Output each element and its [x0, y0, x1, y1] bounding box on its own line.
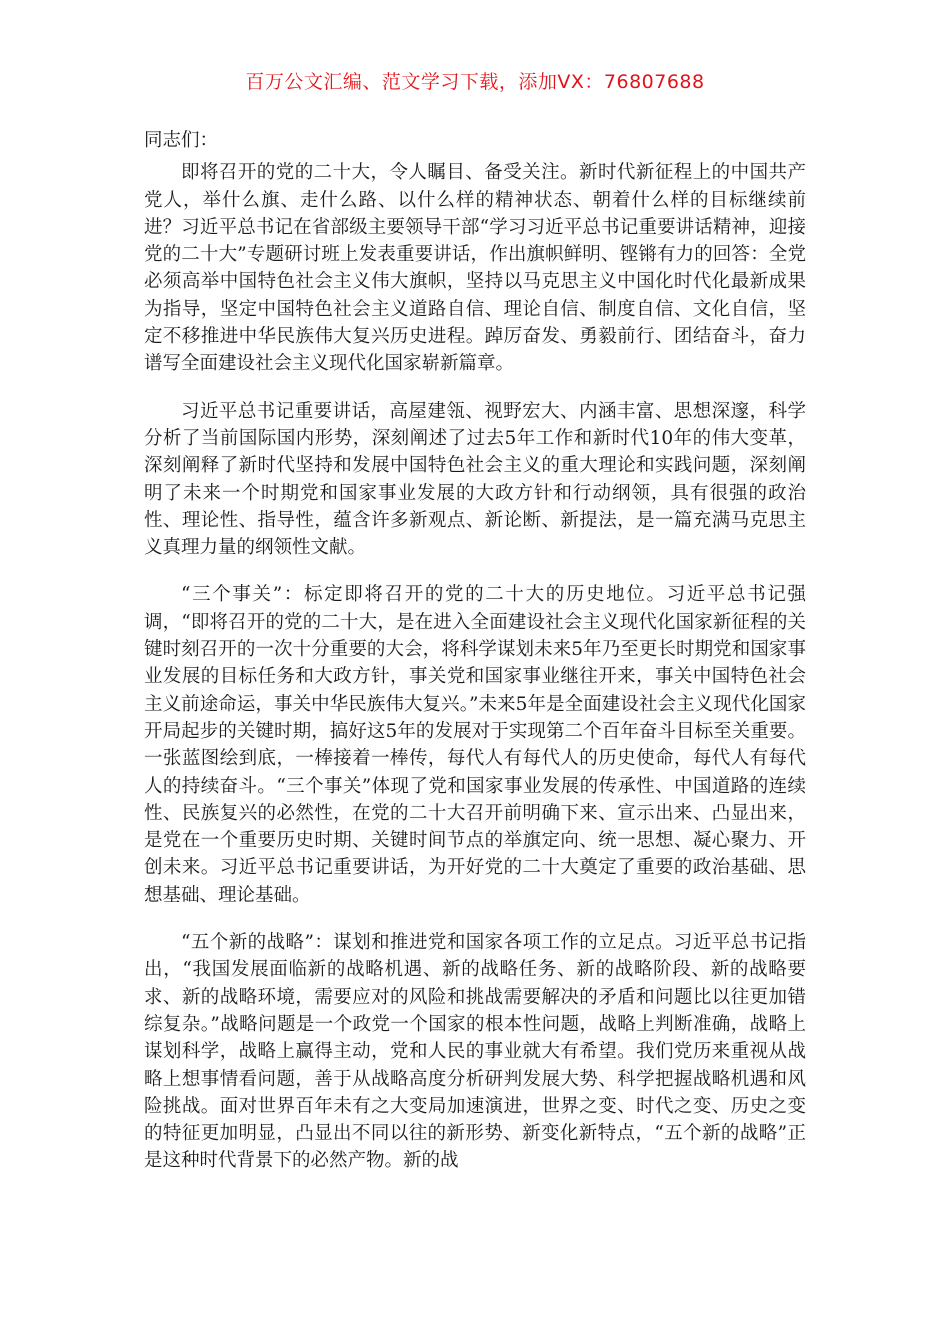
paragraph-five-strategies: “五个新的战略”：谋划和推进党和国家各项工作的立足点。习近平总书记指出，“我国发展面临新的战略机遇、新的战略任务、新的战略阶段、新的战略要求、新的战略环境，需要应对的风险和挑战需要解决的矛盾和问题比以往更加错综复杂。”战略问题是一个政党一个国家的根本性问题，战略上判断准确，战略上谋划科学，战略上赢得主动，党和人民的事业就大有希望。我们党历来重视从战略上想事情看问题，善于从战略高度分析研判发展大势、科学把握战略机遇和风险挑战。面对世界百年未有之大变局加速演进，世界之变、时代之变、历史之变的特征更加明显，凸显出不同以往的新形势、新变化新特点，“五个新的战略”正是这种时代背景下的必然产物。新的战: [144, 932, 806, 1172]
greeting: 同志们：: [144, 130, 219, 151]
paragraph-speech-summary: 习近平总书记重要讲话，高屋建瓴、视野宏大、内涵丰富、思想深邃，科学分析了当前国际国内形势，深刻阐述了过去5年工作和新时代10年的伟大变革，深刻阐释了新时代坚持和发展中国特色社会主义的重大理论和实践问题，深刻阐明了未来一个时期党和国家事业发展的大政方针和行动纲领，具有很强的政治性、理论性、指导性，蕴含许多新观点、新论断、新提法，是一篇充满马克思主义真理力量的纲领性文献。: [144, 400, 806, 559]
paragraph-intro: 即将召开的党的二十大，令人瞩目、备受关注。新时代新征程上的中国共产党人，举什么旗、走什么路、以什么样的精神状态、朝着什么样的目标继续前进？习近平总书记在省部级主要领导干部“学习习近平总书记重要讲话精神，迎接党的二十大”专题研讨班上发表重要讲话，作出旗帜鲜明、铿锵有力的回答：全党必须高举中国特色社会主义伟大旗帜，坚持以马克思主义中国化时代化最新成果为指导，坚定中国特色社会主义道路自信、理论自信、制度自信、文化自信，坚定不移推进中华民族伟大复兴历史进程。踔厉奋发、勇毅前行、团结奋斗，奋力谱写全面建设社会主义现代化国家崭新篇章。: [144, 162, 806, 375]
watermark-banner: 百万公文汇编、范文学习下载，添加VX：76807688: [245, 71, 705, 93]
document-body: [144, 127, 806, 1175]
paragraph-three-matters: “三个事关”：标定即将召开的党的二十大的历史地位。习近平总书记强调，“即将召开的党的二十大，是在进入全面建设社会主义现代化国家新征程的关键时刻召开的一次十分重要的大会，将科学谋划未来5年乃至更长时期党和国家事业发展的目标任务和大政方针，事关党和国家事业继往开来，事关中国特色社会主义前途命运，事关中华民族伟大复兴。”未来5年是全面建设社会主义现代化国家开局起步的关键时期，搞好这5年的发展对于实现第二个百年奋斗目标至关重要。一张蓝图绘到底，一棒接着一棒传，每代人有每代人的历史使命，每代人有每代人的持续奋斗。“三个事关”体现了党和国家事业发展的传承性、中国道路的连续性、民族复兴的必然性，在党的二十大召开前明确下来、宣示出来、凸显出来，是党在一个重要历史时期、关键时间节点的举旗定向、统一思想、凝心聚力、开创未来。习近平总书记重要讲话，为开好党的二十大奠定了重要的政治基础、思想基础、理论基础。: [144, 584, 806, 906]
